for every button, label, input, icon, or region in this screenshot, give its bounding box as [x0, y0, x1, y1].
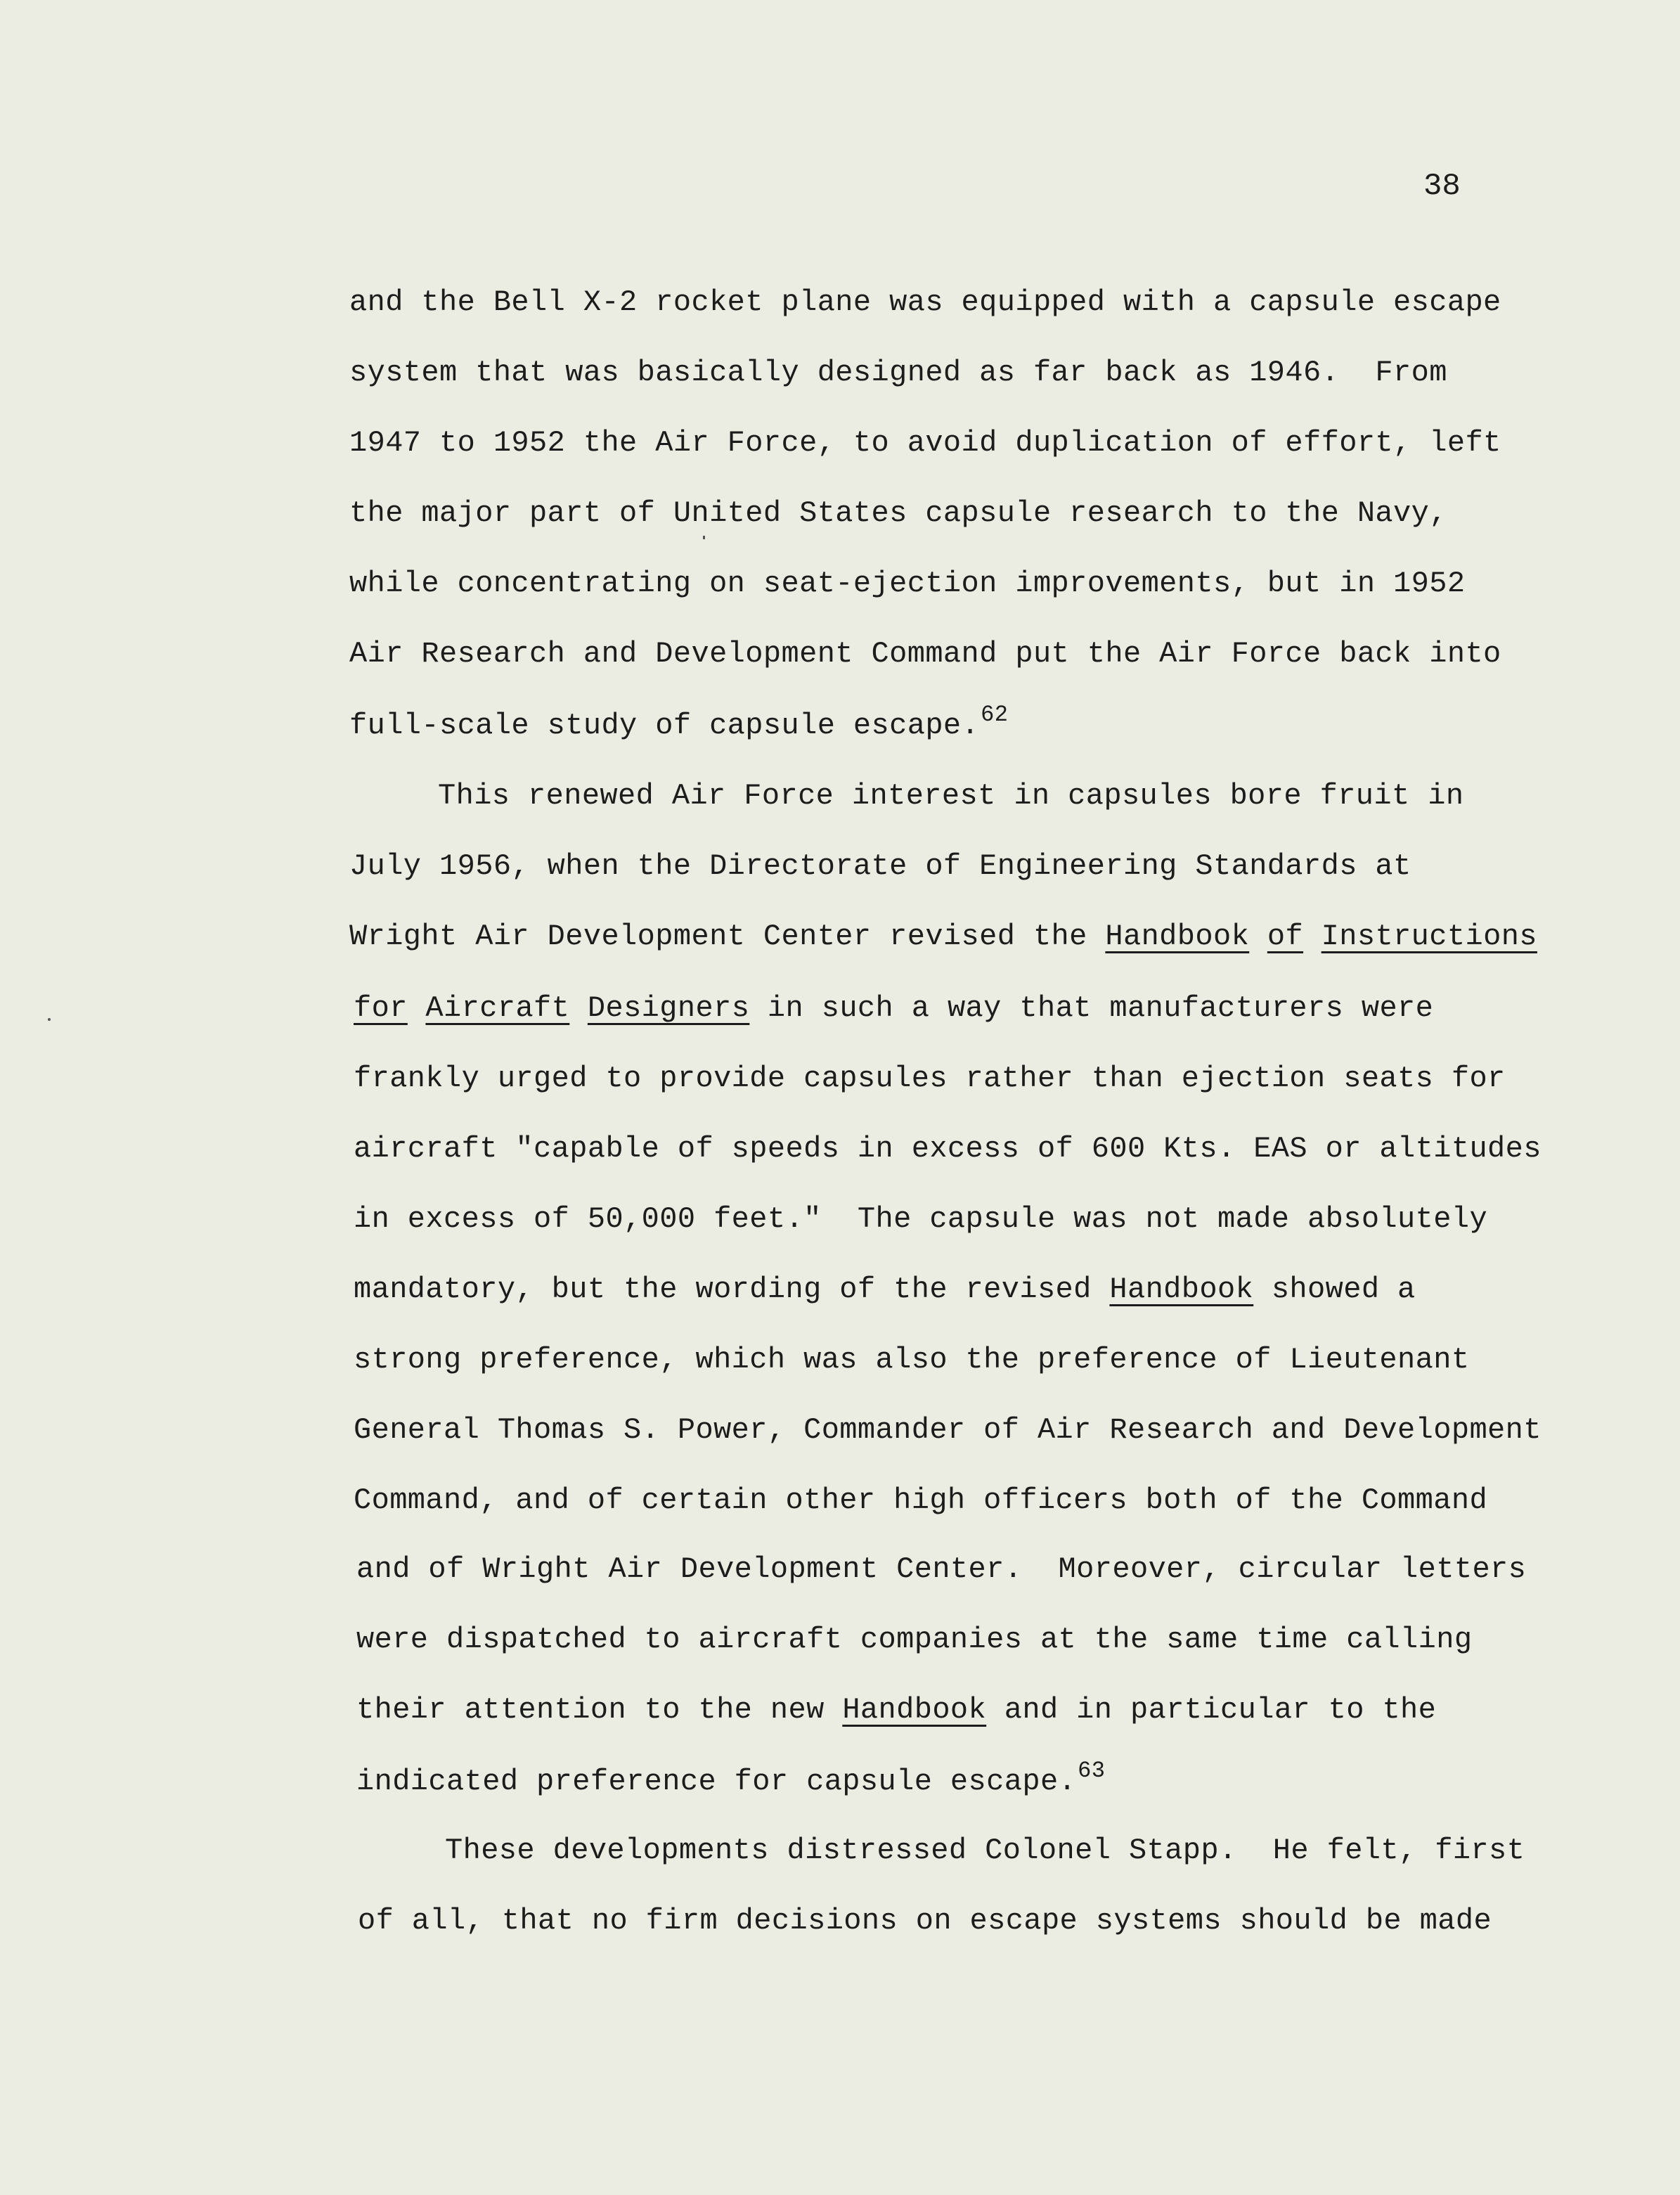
text-run	[569, 991, 588, 1025]
underlined-title: of	[1267, 920, 1304, 953]
text-line	[354, 1131, 1542, 1166]
underlined-title: Instructions	[1321, 920, 1537, 953]
scan-speck	[48, 1018, 51, 1021]
text-line	[349, 702, 1009, 745]
footnote-marker: 62	[981, 702, 1009, 728]
text-run	[1303, 920, 1322, 953]
text-line	[349, 566, 1465, 601]
text-run: and in particular to the	[986, 1693, 1437, 1727]
text-line	[349, 496, 1447, 531]
text-run	[1249, 920, 1267, 953]
text-run: while concentrating on seat-ejection improvements, but in 1952	[349, 567, 1466, 600]
text-run: July 1956, when the Directorate of Engineering Standards at	[349, 849, 1411, 883]
text-line	[354, 1202, 1487, 1237]
text-run: This renewed Air Force interest in capsules bore fruit in	[438, 779, 1464, 813]
text-run: Air Research and Development Command put the Air Force back into	[349, 637, 1501, 671]
text-line	[356, 1692, 1436, 1727]
text-line	[356, 1758, 1106, 1801]
text-run: aircraft "capable of speeds in excess of 600 Kts. EAS or altitudes	[354, 1132, 1542, 1166]
scan-speck	[703, 536, 705, 539]
text-run: and the Bell X-2 rocket plane was equipped with a capsule escape	[349, 285, 1501, 319]
text-line	[349, 355, 1447, 390]
text-line	[445, 1833, 1525, 1868]
underlined-title: Handbook	[842, 1693, 987, 1727]
text-line	[354, 1412, 1542, 1448]
text-line	[354, 1272, 1416, 1307]
text-run: Command, and of certain other high officers both of the Command	[354, 1483, 1488, 1517]
text-line	[349, 425, 1501, 461]
text-run: in such a way that manufacturers were	[749, 991, 1434, 1025]
text-run: mandatory, but the wording of the revised	[354, 1273, 1110, 1306]
underlined-title: for	[354, 991, 408, 1025]
text-run: system that was basically designed as far back as 1946. From	[349, 356, 1447, 390]
text-line	[349, 849, 1411, 884]
text-run: of all, that no firm decisions on escape systems should be made	[358, 1904, 1492, 1938]
text-run: strong preference, which was also the preference of Lieutenant	[354, 1343, 1470, 1377]
text-line	[356, 1622, 1472, 1657]
text-run: and of Wright Air Development Center. Moreover, circular letters	[356, 1552, 1527, 1586]
text-run: These developments distressed Colonel Stapp. He felt, first	[445, 1834, 1525, 1867]
text-line	[349, 285, 1501, 320]
text-line	[349, 919, 1537, 954]
text-run: were dispatched to aircraft companies at the same time calling	[356, 1623, 1473, 1656]
text-run	[408, 991, 426, 1025]
underlined-title: Handbook	[1105, 920, 1250, 953]
text-run: the major part of United States capsule research to the Navy,	[349, 496, 1447, 530]
footnote-marker: 63	[1078, 1758, 1106, 1784]
text-run: full-scale study of capsule escape.	[349, 709, 980, 742]
text-run: indicated preference for capsule escape.	[356, 1765, 1077, 1798]
text-line	[354, 991, 1433, 1026]
text-run: their attention to the new	[356, 1693, 843, 1727]
text-run: frankly urged to provide capsules rather than ejection seats for	[354, 1062, 1506, 1095]
text-line	[354, 1483, 1487, 1518]
text-line	[356, 1552, 1526, 1587]
text-run: General Thomas S. Power, Commander of Air Research and Development	[354, 1413, 1542, 1447]
text-line	[354, 1342, 1469, 1377]
text-line	[354, 1061, 1506, 1096]
text-line	[349, 636, 1501, 671]
underlined-title: Handbook	[1109, 1273, 1254, 1306]
text-line	[438, 778, 1463, 813]
page-number: 38	[1423, 169, 1461, 204]
underlined-title: Aircraft	[425, 991, 570, 1025]
text-run: Wright Air Development Center revised the	[349, 920, 1106, 953]
text-line	[358, 1903, 1492, 1938]
text-run: in excess of 50,000 feet." The capsule was not made absolutely	[354, 1202, 1488, 1236]
underlined-title: Designers	[587, 991, 750, 1025]
text-run: showed a	[1253, 1273, 1416, 1306]
text-run: 1947 to 1952 the Air Force, to avoid duplication of effort, left	[349, 426, 1501, 460]
